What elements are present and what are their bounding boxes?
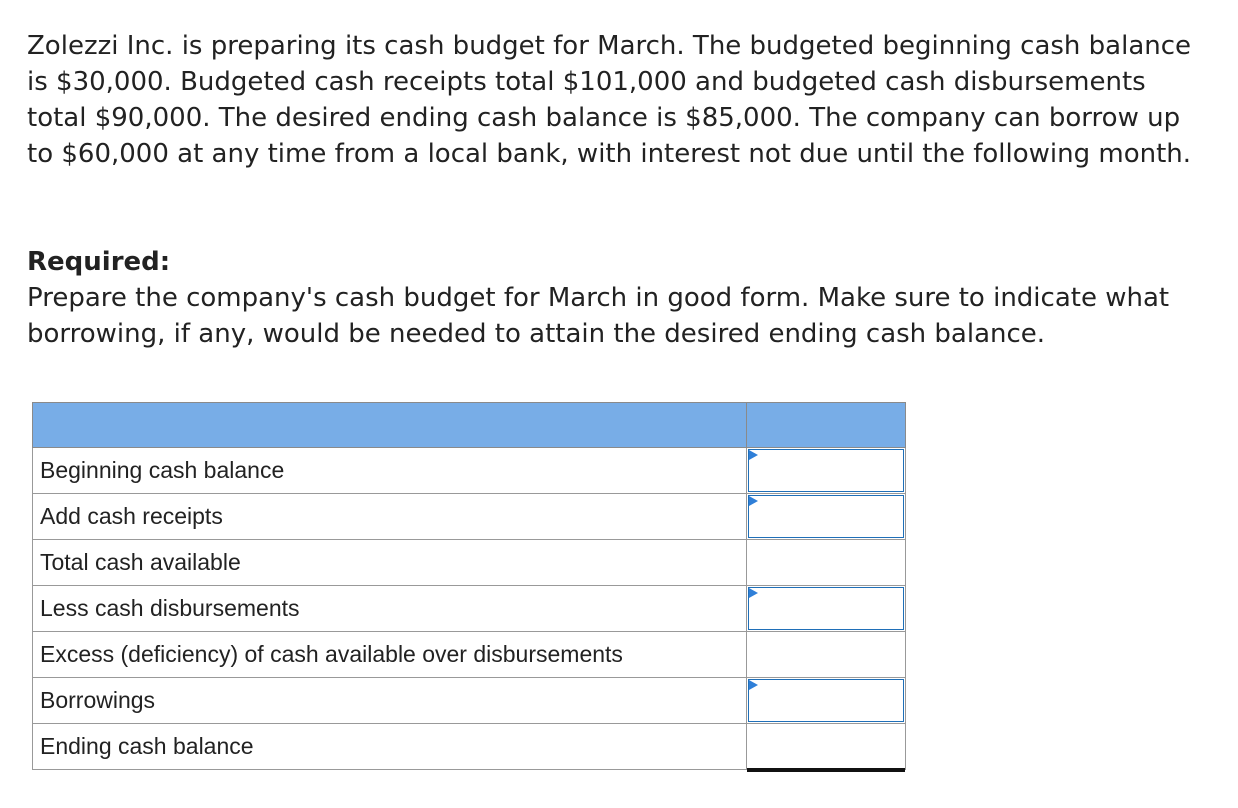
- table-row: [33, 494, 906, 540]
- borrowings-input[interactable]: [748, 679, 904, 722]
- row-label-cash-receipts: Add cash receipts: [33, 494, 747, 540]
- problem-text: Zolezzi Inc. is preparing its cash budget for March. The budgeted beginning cash balance is $30,000. Budgeted cash receipts total $101,000 and budgeted cash disbursements total $90,000. The desired ending cash balance is $85,000. The company can borrow up to $60,000 at any time from a local bank, with interest not due until the following month.: [27, 31, 1192, 169]
- table-header-row: [33, 403, 906, 448]
- value-cell-cash-receipts: [747, 494, 906, 540]
- table-row: [33, 540, 906, 586]
- ending-cash-value: [748, 725, 904, 768]
- cash-disbursements-input[interactable]: [748, 587, 904, 630]
- table-row: [33, 448, 906, 494]
- row-label-beginning-cash: Beginning cash balance: [33, 448, 747, 494]
- excess-deficiency-value: [748, 633, 904, 676]
- row-label-excess-deficiency: Excess (deficiency) of cash available over disbursements: [33, 632, 747, 678]
- required-text: Prepare the company's cash budget for March in good form. Make sure to indicate what borrowing, if any, would be needed to attain the desired ending cash balance.: [27, 283, 1170, 349]
- problem-statement: [27, 28, 1212, 172]
- total-cash-available-value: [748, 541, 904, 584]
- row-label-cash-disbursements: Less cash disbursements: [33, 586, 747, 632]
- row-label-borrowings: Borrowings: [33, 678, 747, 724]
- row-label-ending-cash: Ending cash balance: [33, 724, 747, 770]
- required-heading: Required:: [27, 247, 171, 277]
- beginning-cash-input[interactable]: [748, 449, 904, 492]
- table-row: [33, 586, 906, 632]
- cash-budget-table: [32, 402, 906, 770]
- value-cell-beginning-cash: [747, 448, 906, 494]
- table-row: [33, 678, 906, 724]
- value-cell-borrowings: [747, 678, 906, 724]
- header-value-cell: [747, 403, 906, 448]
- value-cell-total-cash-available: [747, 540, 906, 586]
- row-label-total-cash-available: Total cash available: [33, 540, 747, 586]
- header-label-cell: [33, 403, 747, 448]
- table-row: [33, 632, 906, 678]
- cash-receipts-input[interactable]: [748, 495, 904, 538]
- table-row: [33, 724, 906, 770]
- value-cell-cash-disbursements: [747, 586, 906, 632]
- value-cell-excess-deficiency: [747, 632, 906, 678]
- value-cell-ending-cash: [747, 724, 906, 770]
- double-underline: [747, 768, 905, 772]
